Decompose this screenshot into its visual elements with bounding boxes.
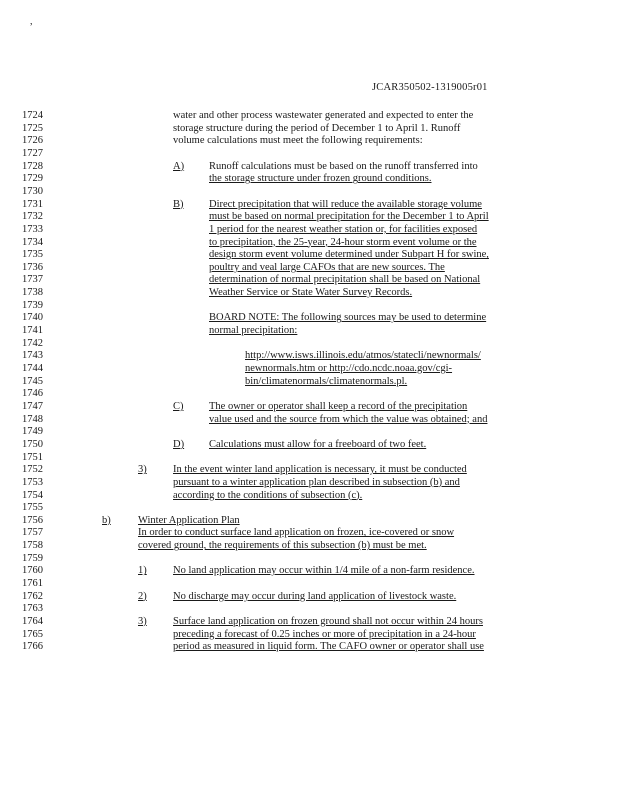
line-text: poultry and veal large CAFOs that are new sources. The: [209, 261, 445, 273]
document-line: [0, 540, 618, 552]
line-number: 1732: [22, 211, 43, 223]
line-number: 1754: [22, 489, 43, 501]
document-line: [0, 388, 618, 400]
document-line: [0, 325, 618, 337]
document-line: [0, 110, 618, 122]
line-number: 1745: [22, 375, 43, 387]
line-number: 1759: [22, 552, 43, 564]
document-line: [0, 477, 618, 489]
line-text: Winter Application Plan: [138, 514, 240, 526]
document-line: [0, 135, 618, 147]
line-number: 1730: [22, 185, 43, 197]
line-text: determination of normal precipitation shall be based on National: [209, 274, 481, 286]
line-number: 1737: [22, 274, 43, 286]
document-line: [0, 641, 618, 653]
document-line: [0, 274, 618, 286]
document-line: [0, 464, 618, 476]
line-text: BOARD NOTE: The following sources may be used to determine: [209, 312, 487, 324]
line-number: 1739: [22, 299, 43, 311]
item-label: 3): [138, 616, 147, 627]
line-number: 1741: [22, 325, 43, 337]
line-text: Weather Service or State Water Survey Records.: [209, 287, 413, 299]
document-line: [0, 249, 618, 261]
line-text: volume calculations must meet the following requirements:: [173, 135, 423, 147]
line-text: The owner or operator shall keep a record of the precipitation: [209, 400, 468, 412]
line-number: 1744: [22, 363, 43, 374]
line-number: 1749: [22, 426, 43, 438]
item-label: 3): [138, 464, 147, 476]
line-number: 1752: [22, 464, 43, 476]
line-number: 1756: [22, 514, 43, 526]
document-line: [0, 553, 618, 565]
line-number: 1738: [22, 287, 43, 299]
item-label: D): [173, 438, 185, 450]
line-text: In the event winter land application is necessary, it must be conducted: [173, 464, 467, 476]
line-number: 1733: [22, 223, 43, 235]
document-line: [0, 312, 618, 324]
line-number: 1734: [22, 236, 43, 248]
line-text: normal precipitation:: [209, 325, 298, 337]
line-text: value used and the source from which the value was obtained; and: [209, 413, 488, 425]
document-line: [0, 452, 618, 464]
document-line: [0, 211, 618, 223]
line-number: 1731: [22, 198, 43, 210]
line-number: 1747: [22, 400, 43, 412]
document-line: [0, 629, 618, 641]
line-text: to precipitation, the 25-year, 24-hour storm event volume or the: [209, 236, 477, 248]
document-line: [0, 401, 618, 413]
document-id: JCAR350502-1319005r01: [372, 82, 488, 93]
item-label: A): [173, 160, 185, 172]
document-line: [0, 527, 618, 539]
line-number: 1758: [22, 540, 43, 552]
document-line: [0, 350, 618, 362]
document-line: [0, 186, 618, 198]
line-text: Surface land application on frozen ground shall not occur within 24 hours: [173, 616, 483, 627]
line-text: must be based on normal precipitation for the December 1 to April: [209, 211, 489, 223]
item-label: b): [102, 514, 111, 526]
line-number: 1761: [22, 578, 43, 590]
document-line: [0, 616, 618, 628]
document-line: [0, 578, 618, 590]
document-line: [0, 603, 618, 615]
line-number: 1763: [22, 603, 43, 615]
line-number: 1726: [22, 135, 43, 147]
line-number: 1735: [22, 249, 43, 261]
line-number: 1740: [22, 312, 43, 324]
item-label: 1): [138, 565, 147, 577]
item-label: 2): [138, 590, 147, 602]
line-number: 1729: [22, 173, 43, 185]
line-number: 1766: [22, 641, 43, 653]
line-number: 1743: [22, 350, 43, 362]
line-number: 1750: [22, 438, 43, 450]
document-line: [0, 123, 618, 135]
corner-mark: ,: [30, 16, 33, 27]
line-text: preceding a forecast of 0.25 inches or more of precipitation in a 24-hour: [173, 628, 476, 640]
line-text: period as measured in liquid form. The CAFO owner or operator shall use: [173, 641, 484, 653]
document-line: [0, 224, 618, 236]
line-number: 1746: [22, 388, 43, 400]
line-text: according to the conditions of subsection (c).: [173, 489, 363, 501]
document-line: [0, 173, 618, 185]
document-line: [0, 148, 618, 160]
line-text: newnormals.htm or http://cdo.ncdc.noaa.gov/cgi-: [245, 363, 453, 374]
line-text: Direct precipitation that will reduce the available storage volume: [209, 198, 482, 210]
document-line: [0, 515, 618, 527]
line-number: 1725: [22, 122, 43, 134]
line-number: 1724: [22, 110, 43, 121]
line-text: design storm event volume determined under Subpart H for swine,: [209, 249, 489, 261]
document-line: [0, 199, 618, 211]
line-number: 1742: [22, 337, 43, 349]
document-line: [0, 287, 618, 299]
line-text: No discharge may occur during land application of livestock waste.: [173, 590, 457, 602]
line-text: 1 period for the nearest weather station or, for facilities exposed: [209, 223, 478, 235]
line-text: bin/climatenormals/climatenormals.pl.: [245, 375, 408, 387]
line-text: http://www.isws.illinois.edu/atmos/statecli/newnormals/: [245, 350, 481, 362]
document-line: [0, 300, 618, 312]
line-number: 1765: [22, 628, 43, 640]
line-text: Calculations must allow for a freeboard of two feet.: [209, 438, 427, 450]
document-line: [0, 262, 618, 274]
document-line: [0, 414, 618, 426]
line-number: 1751: [22, 451, 43, 463]
line-number: 1764: [22, 616, 43, 627]
document-line: [0, 591, 618, 603]
item-label: B): [173, 198, 184, 210]
line-text: pursuant to a winter application plan described in subsection (b) and: [173, 476, 460, 488]
line-text: storage structure during the period of December 1 to April 1. Runoff: [173, 122, 461, 134]
line-number: 1762: [22, 590, 43, 602]
document-line: [0, 502, 618, 514]
line-number: 1736: [22, 261, 43, 273]
line-text: water and other process wastewater generated and expected to enter the: [173, 110, 474, 121]
line-number: 1760: [22, 565, 43, 577]
line-number: 1755: [22, 502, 43, 514]
document-line: [0, 338, 618, 350]
line-text: In order to conduct surface land application on frozen, ice-covered or snow: [138, 527, 455, 539]
line-text: covered ground, the requirements of this subsection (b) must be met.: [138, 540, 427, 552]
line-number: 1753: [22, 476, 43, 488]
document-line: [0, 439, 618, 451]
line-number: 1748: [22, 413, 43, 425]
line-number: 1727: [22, 147, 43, 159]
line-number: 1728: [22, 160, 43, 172]
line-text: No land application may occur within 1/4 mile of a non-farm residence.: [173, 565, 475, 577]
document-line: [0, 426, 618, 438]
document-line: [0, 490, 618, 502]
document-line: [0, 161, 618, 173]
document-line: [0, 565, 618, 577]
line-number: 1757: [22, 527, 43, 539]
item-label: C): [173, 400, 184, 412]
line-text: Runoff calculations must be based on the runoff transferred into: [209, 160, 478, 172]
document-line: [0, 237, 618, 249]
document-line: [0, 363, 618, 375]
line-text: the storage structure under frozen ground conditions.: [209, 173, 432, 185]
document-line: [0, 376, 618, 388]
